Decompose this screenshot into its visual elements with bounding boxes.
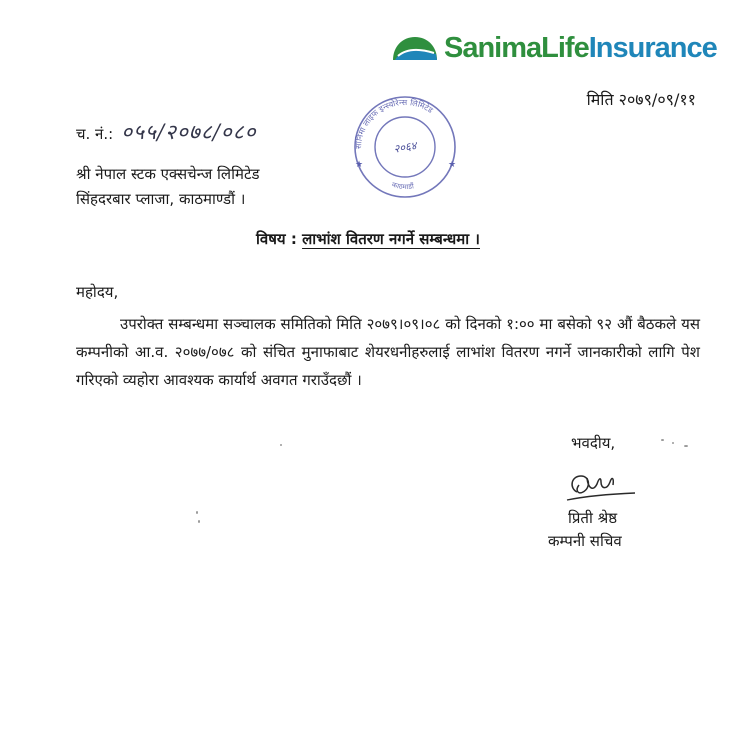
closing: भवदीय, xyxy=(571,434,616,452)
letter-subject xyxy=(256,229,480,249)
seal-center-number: २०६४ xyxy=(392,139,418,156)
scan-speck xyxy=(684,445,688,447)
scan-speck xyxy=(280,444,282,446)
seal-top-text: सानिमा लाइफ इन्स्योरेन्स लिमिटेड xyxy=(353,97,435,150)
reference-label: च. नं.: xyxy=(76,125,114,143)
scan-speck xyxy=(198,520,200,523)
reference-line xyxy=(76,118,257,146)
logo-wordmark xyxy=(444,32,717,65)
seal-star-icon: ★ xyxy=(448,160,457,170)
letter-body: उपरोक्त सम्बन्धमा सञ्चालक समितिको मिति २०७९।०९।०८ को दिनको १:०० मा बसेको ९२ औं बैठकले यस कम्पनीको आ.व. २०७७/०७८ को संचित मुनाफाबाट शेयरधनीहरुलाई लाभांश वितरण नगर्ने जानकारीको लागि पेश गरिएको व्यहोरा आवश्यक कार्यार्थ अवगत गराउँदछौं । xyxy=(76,315,700,389)
logo-wordmark-part2: Insurance xyxy=(588,31,717,64)
recipient-address xyxy=(76,162,260,212)
handwritten-signature xyxy=(563,468,643,508)
svg-text:काठमाडौं xyxy=(391,181,415,191)
recipient-line: सिंहदरबार प्लाजा, काठमाण्डौं । xyxy=(76,190,246,208)
subject-text: लाभांश वितरण नगर्ने सम्बन्धमा । xyxy=(302,230,480,248)
scan-speck xyxy=(661,439,664,441)
recipient-line: श्री नेपाल स्टक एक्सचेन्ज लिमिटेड xyxy=(76,165,260,183)
salutation: महोदय, xyxy=(76,283,119,301)
logo-wordmark-part1: SanimaLife xyxy=(444,31,589,64)
company-logo xyxy=(392,28,717,68)
scan-speck xyxy=(672,442,674,444)
reference-number: ०५५/२०७८/०८० xyxy=(121,120,257,144)
scan-speck xyxy=(196,511,198,514)
hills-logo-icon xyxy=(392,35,438,61)
letter-date: मिति २०७९/०९/११ xyxy=(586,90,696,109)
company-seal-stamp xyxy=(344,91,466,201)
signer-title: कम्पनी सचिव xyxy=(548,532,622,550)
seal-star-icon: ★ xyxy=(355,160,364,170)
signer-name: प्रिती श्रेष्ठ xyxy=(568,509,618,527)
seal-bottom-text: काठमाडौं xyxy=(390,180,415,192)
subject-label: विषय : xyxy=(256,230,297,248)
